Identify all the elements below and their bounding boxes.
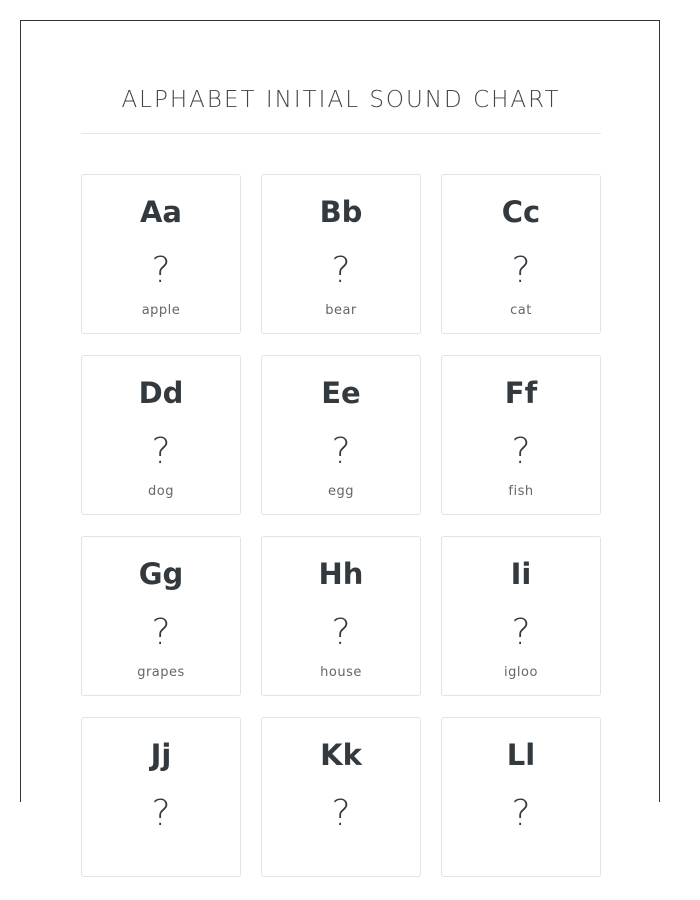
- letter-card: [81, 355, 241, 515]
- picture-placeholder: ?: [151, 431, 171, 472]
- picture-placeholder: ?: [331, 250, 351, 291]
- picture-placeholder: ?: [151, 250, 171, 291]
- card-letter: Dd: [138, 376, 184, 410]
- letter-card: [261, 717, 421, 877]
- letter-card: [81, 174, 241, 334]
- picture-placeholder: ?: [511, 793, 531, 834]
- card-word: grapes: [137, 665, 185, 680]
- card-word: bear: [325, 303, 357, 318]
- card-letter: Bb: [319, 195, 363, 229]
- card-letter: Jj: [150, 738, 172, 772]
- card-letter: Kk: [320, 738, 362, 772]
- card-letter: Hh: [318, 557, 364, 591]
- card-word: igloo: [504, 665, 538, 680]
- picture-placeholder: ?: [331, 612, 351, 653]
- card-word: dog: [148, 484, 174, 499]
- card-letter: Cc: [501, 195, 541, 229]
- card-letter: Ee: [321, 376, 361, 410]
- letter-card: [441, 355, 601, 515]
- chart-sheet: [20, 20, 660, 834]
- card-word: fish: [508, 484, 534, 499]
- card-word: house: [320, 665, 362, 680]
- picture-placeholder: ?: [511, 431, 531, 472]
- card-word: cat: [510, 303, 532, 318]
- card-word: egg: [327, 484, 354, 499]
- picture-placeholder: ?: [331, 793, 351, 834]
- card-letter: Aa: [139, 195, 182, 229]
- picture-placeholder: ?: [511, 612, 531, 653]
- card-letter: Ff: [504, 376, 538, 410]
- page-title: ALPHABET INITIAL SOUND CHART: [121, 87, 561, 113]
- letter-card: [81, 536, 241, 696]
- letter-card: [441, 717, 601, 877]
- letter-card: [441, 536, 601, 696]
- card-letter: Ii: [510, 557, 532, 591]
- picture-placeholder: ?: [331, 431, 351, 472]
- card-letter: Gg: [138, 557, 184, 591]
- card-letter: Ll: [506, 738, 536, 772]
- letter-card: [261, 355, 421, 515]
- letter-card: [81, 717, 241, 877]
- title-divider: [81, 133, 601, 134]
- letter-card: [261, 536, 421, 696]
- card-word: apple: [141, 303, 181, 318]
- letter-card: [261, 174, 421, 334]
- picture-placeholder: ?: [151, 612, 171, 653]
- letter-card: [441, 174, 601, 334]
- picture-placeholder: ?: [151, 793, 171, 834]
- picture-placeholder: ?: [511, 250, 531, 291]
